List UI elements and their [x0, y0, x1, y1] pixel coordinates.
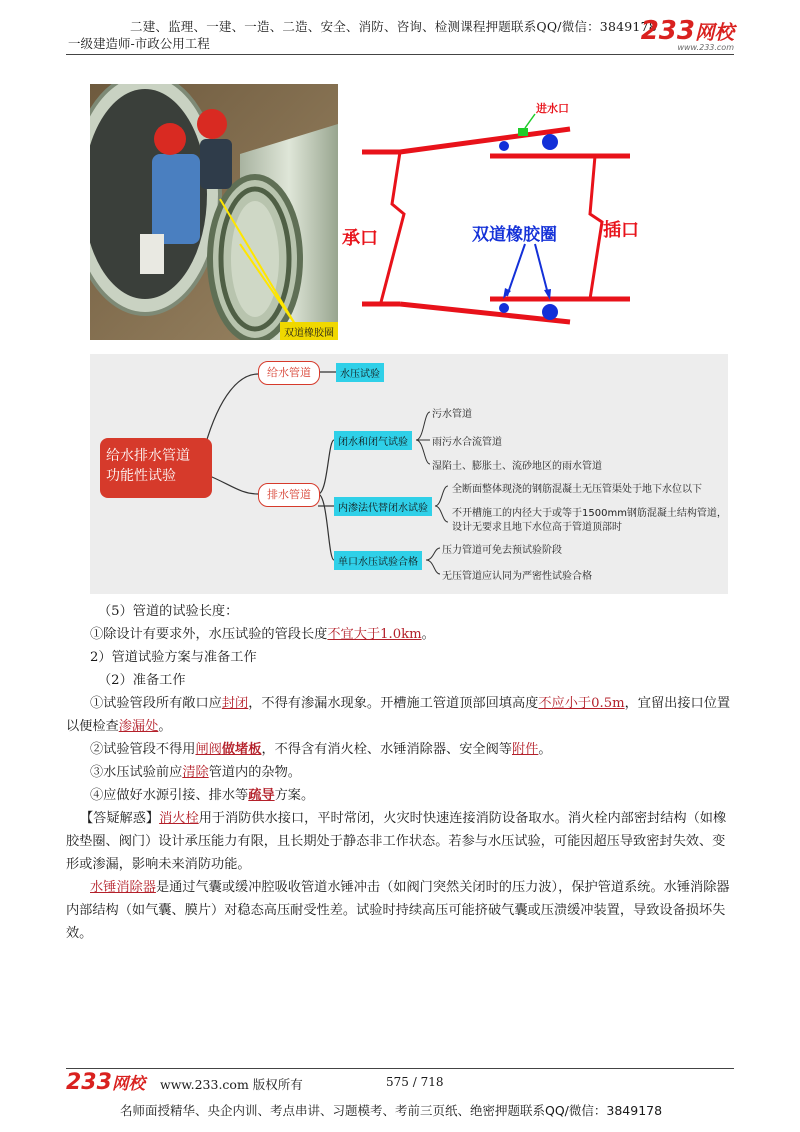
ring-bottom-small — [499, 303, 509, 313]
para-faq-hammer: 水锤消除器是通过气囊或缓冲腔吸收管道水锤冲击（如阀门突然关闭时的压力波），保护管道系统。水锤消除器内部结构（如气囊、膜片）对稳态高压耐受性差。试验时持续高压可能挤破气囊或压溃缓冲装置，导致设备损坏失效。 — [66, 880, 730, 941]
photo-caption: 双道橡胶圈 — [284, 328, 334, 339]
mindmap-node-supply: 给水管道 — [258, 361, 320, 385]
mindmap-seepage-item: 不开槽施工的内径大于或等于1500mm钢筋混凝土结构管道， — [452, 508, 727, 519]
para-test-length-heading: （5）管道的试验长度： — [98, 604, 239, 619]
joint-diagram-svg — [340, 84, 730, 340]
mindmap-root: 给水排水管道 功能性试验 — [100, 438, 212, 498]
pipe-installation-photo — [90, 84, 338, 340]
mindmap-node-drain: 排水管道 — [258, 483, 320, 507]
brand-url: www.233.com — [677, 43, 734, 52]
footer-divider — [66, 1068, 734, 1069]
para-prep-3: ③水压试验前应清除管道内的杂物。 — [90, 765, 301, 780]
ring-top-small — [499, 141, 509, 151]
ring-arrow-left — [507, 244, 525, 296]
mindmap-closed-item: 湿陷土、膨胀土、流砂地区的雨水管道 — [432, 461, 602, 472]
para-prep-2: ②试验管段不得用闸阀做堵板，不得含有消火栓、水锤消除器、安全阀等附件。 — [90, 742, 552, 757]
para-prep-heading: （2）准备工作 — [98, 673, 186, 688]
footer-copyright: www.233.com 版权所有 — [160, 1077, 303, 1092]
joint-diagram — [340, 84, 730, 340]
ring-top-large — [542, 134, 558, 150]
mindmap-seepage-item: 全断面整体现浇的钢筋混凝土无压管渠处于地下水位以下 — [452, 484, 702, 495]
header-subject: 一级建造师-市政公用工程 — [68, 36, 210, 51]
function-test-mindmap — [90, 354, 728, 594]
mindmap-supply-test: 水压试验 — [336, 363, 384, 382]
inlet-marker — [518, 128, 528, 136]
spigot-break-line — [590, 156, 602, 299]
mindmap-single-test: 单口水压试验合格 — [334, 551, 422, 570]
mindmap-single-item: 无压管道应认同为严密性试验合格 — [442, 571, 592, 582]
ring-bottom-large — [542, 304, 558, 320]
mindmap-single-item: 压力管道可免去预试验阶段 — [442, 545, 562, 556]
mindmap-closed-item: 污水管道 — [432, 409, 472, 420]
para-prep-4: ④应做好水源引接、排水等疏导方案。 — [90, 788, 315, 803]
mindmap-closed-test: 闭水和闭气试验 — [334, 431, 412, 450]
page-number: 575 / 718 — [386, 1075, 444, 1089]
mindmap-seepage-test: 内渗法代替闭水试验 — [334, 497, 432, 516]
spigot-label: 插口 — [603, 220, 639, 241]
header-top-line: 二建、监理、一建、一造、二造、安全、消防、咨询、检测课程押题联系QQ/微信：3849178 — [130, 19, 657, 34]
header-divider — [66, 54, 734, 55]
para-faq-hydrant: 【答疑解惑】消火栓用于消防供水接口，平时常闭，火灾时快速连接消防设备取水。消火栓内部密封结构（如橡胶垫圈、阀门）设计承压能力有限，且长期处于静态非工作状态。若参与水压试验，可能因超压导致密封失效、变形或渗漏，影响未来消防功能。 — [66, 811, 727, 872]
footer-logo: 233网校 — [66, 1070, 145, 1095]
footer-promo: 名师面授精华、央企内训、考点串讲、习题模考、考前三页纸、绝密押题联系QQ/微信：3849178 — [120, 1103, 663, 1118]
ring-label: 双道橡胶圈 — [472, 225, 557, 245]
para-plan-heading: 2）管道试验方案与准备工作 — [90, 650, 257, 665]
mindmap-seepage-item: 设计无要求且地下水位高于管道顶部时 — [452, 522, 622, 533]
photo-illustration — [90, 84, 338, 340]
inlet-label: 进水口 — [536, 102, 569, 115]
brand-logo: 233网校 — [640, 16, 734, 46]
para-prep-1: ①试验管段所有敞口应封闭，不得有渗漏水现象。开槽施工管道顶部回填高度不应小于0.5m，宜留出接口位置以便检查渗漏处。 — [66, 696, 731, 734]
ring-arrow-right — [535, 244, 548, 294]
socket-break-line — [380, 152, 404, 306]
mindmap-closed-item: 雨污水合流管道 — [432, 437, 502, 448]
para-test-length: ①除设计有要求外，水压试验的管段长度不宜大于1.0km。 — [90, 627, 435, 642]
socket-label: 承口 — [342, 228, 378, 249]
